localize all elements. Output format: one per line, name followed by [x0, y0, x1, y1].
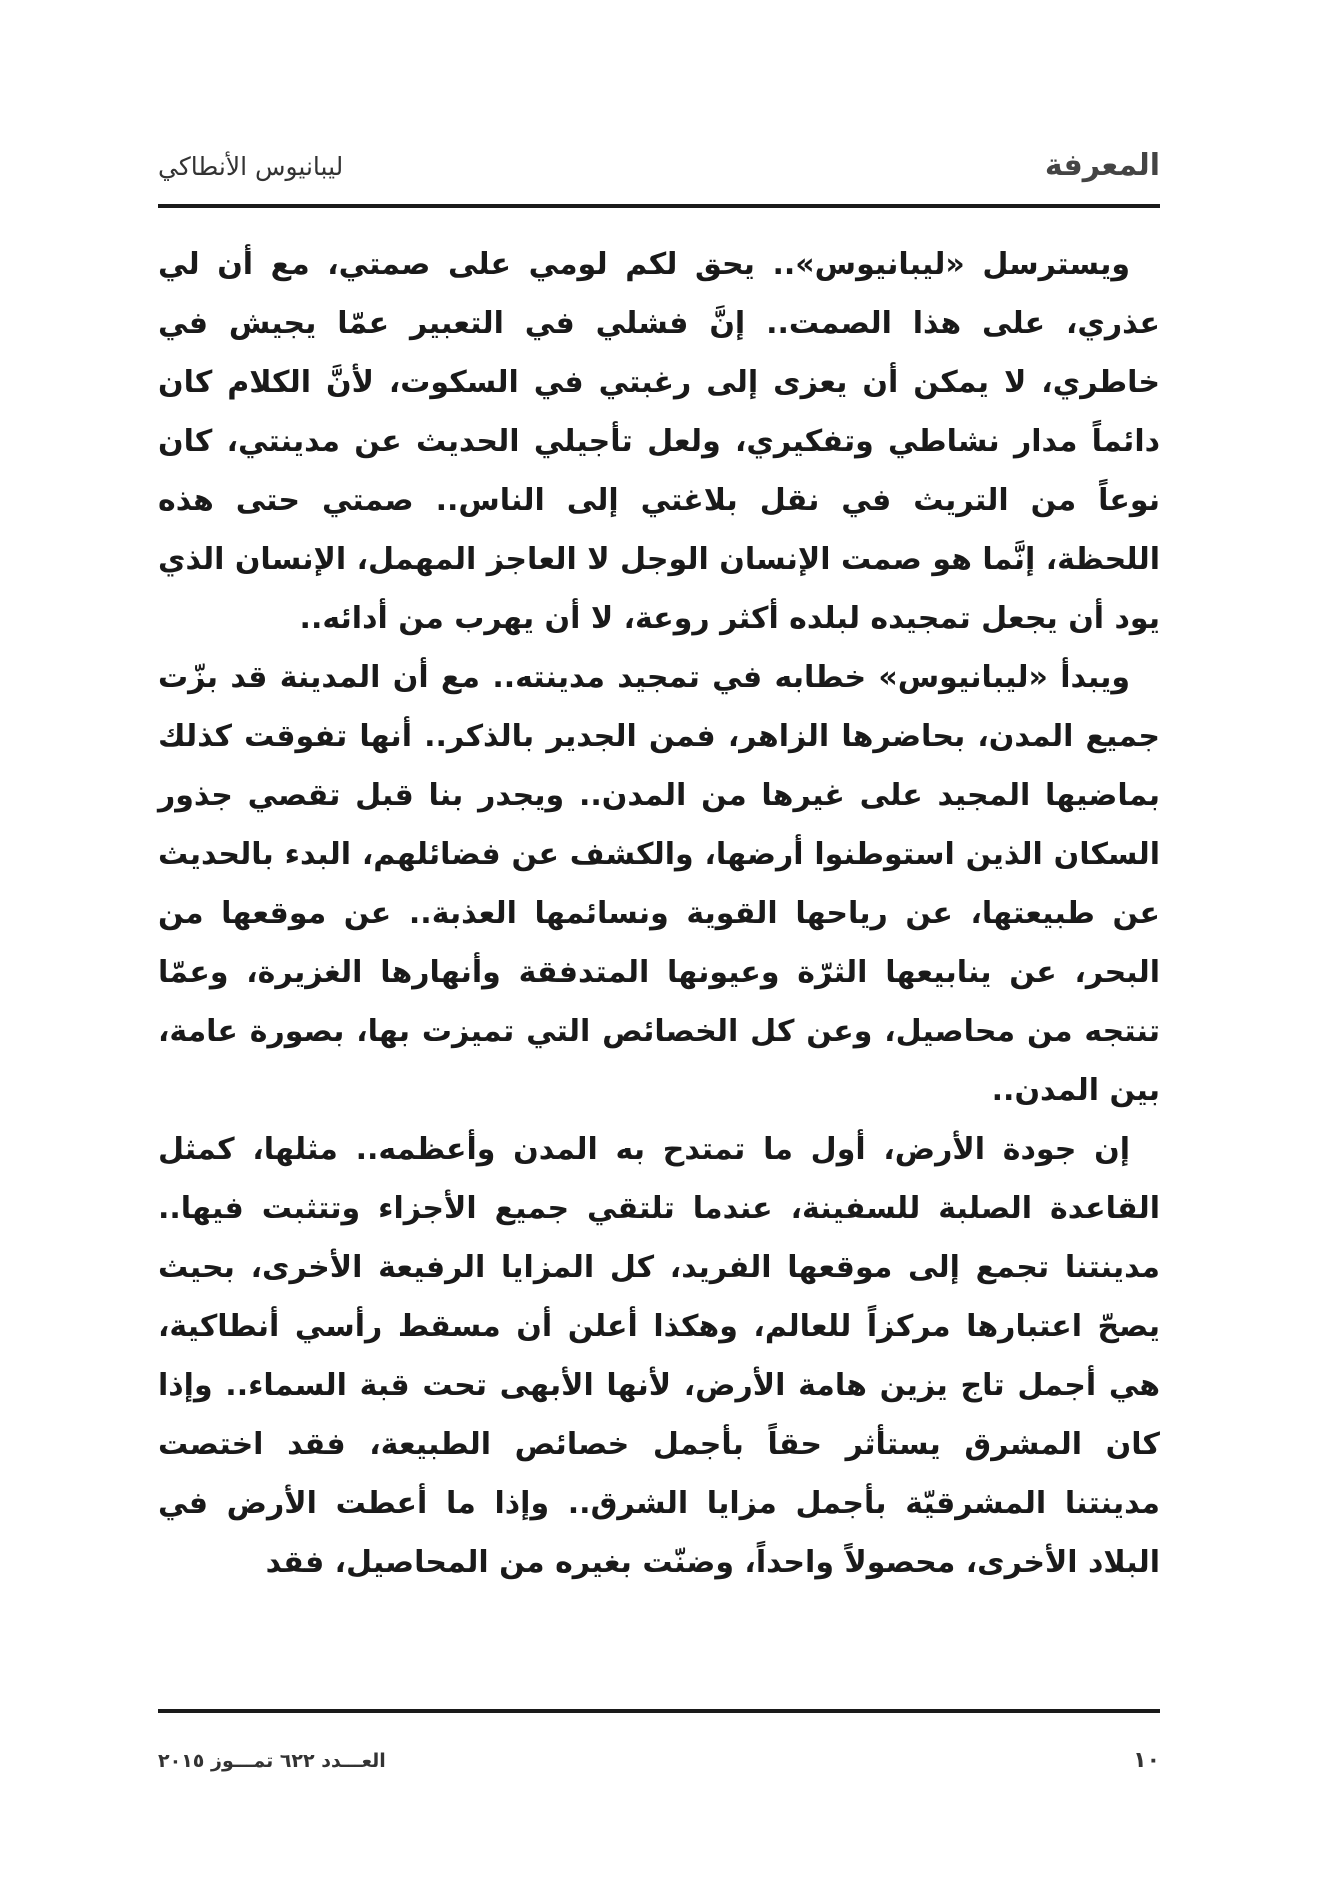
- paragraph: ويسترسل «ليبانيوس».. يحق لكم لومي على صمتي، مع أن لي عذري، على هذا الصمت.. إنَّ فشلي في التعبير عمّا يجيش في خاطري، لا يمكن أن يعزى إلى رغبتي في السكوت، لأنَّ الكلام كان دائماً مدار نشاطي وتفكيري، ولعل تأجيلي الحديث عن مدينتي، كان نوعاً من التريث في نقل بلاغتي إلى الناس.. صمتي حتى هذه اللحظة، إنَّما هو صمت الإنسان الوجل لا العاجز المهمل، الإنسان الذي يود أن يجعل تمجيده لبلده أكثر روعة، لا أن يهرب من أدائه..: [158, 247, 1160, 636]
- running-title: ليبانيوس الأنطاكي: [158, 152, 344, 181]
- header-divider: [158, 204, 1160, 208]
- paragraph: ويبدأ «ليبانيوس» خطابه في تمجيد مدينته.. مع أن المدينة قد بزّت جميع المدن، بحاضرها الزاهر، فمن الجدير بالذكر.. أنها تفوقت كذلك بماضيها المجيد على غيرها من المدن.. ويجدر بنا قبل تقصي جذور السكان الذين استوطنوا أرضها، والكشف عن فضائلهم، البدء بالحديث عن طبيعتها، عن رياحها القوية ونسائمها العذبة.. عن موقعها من البحر، عن ينابيعها الثرّة وعيونها المتدفقة وأنهارها الغزيرة، وعمّا تنتجه من محاصيل، وعن كل الخصائص التي تميزت بها، بصورة عامة، بين المدن..: [158, 660, 1160, 1108]
- issue-info: العـــدد ٦٢٢ تمـــوز ٢٠١٥: [158, 1750, 386, 1772]
- paragraph: إن جودة الأرض، أول ما تمتدح به المدن وأعظمه.. مثلها، كمثل القاعدة الصلبة للسفينة، عندما تلتقي جميع الأجزاء وتتثبت فيها.. مدينتنا تجمع إلى موقعها الفريد، كل المزايا الرفيعة الأخرى، بحيث يصحّ اعتبارها مركزاً للعالم، وهكذا أعلن أن مسقط رأسي أنطاكية، هي أجمل تاج يزين هامة الأرض، لأنها الأبهى تحت قبة السماء.. وإذا كان المشرق يستأثر حقاً بأجمل خصائص الطبيعة، فقد اختصت مدينتنا المشرقيّة بأجمل مزايا الشرق.. وإذا ما أعطت الأرض في البلاد الأخرى، محصولاً واحداً، وضنّت بغيره من المحاصيل، فقد: [158, 1132, 1160, 1580]
- article-body: [158, 235, 1160, 1592]
- page-header: [158, 148, 1160, 198]
- footer-divider: [158, 1709, 1160, 1713]
- page-footer: [158, 1748, 1160, 1784]
- magazine-logo: المعرفة: [1044, 148, 1160, 183]
- page-number: ١٠: [1133, 1748, 1160, 1773]
